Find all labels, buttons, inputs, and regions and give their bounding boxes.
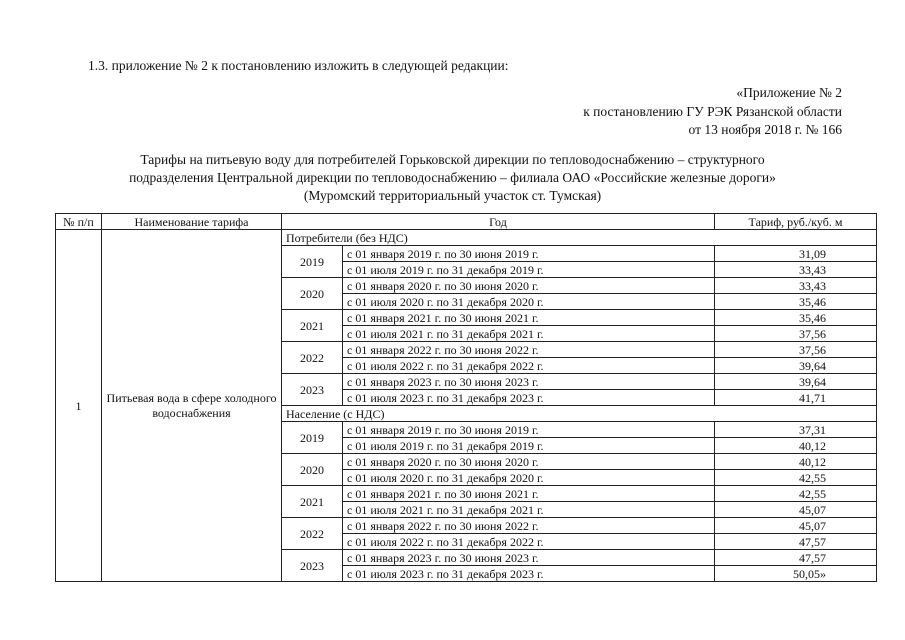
table-header-row [56,214,877,230]
appendix-reference: к постановлению ГУ РЭК Рязанской области [583,104,842,119]
period-cell: с 01 июля 2020 г. по 31 декабря 2020 г. [343,470,715,486]
tariff-value-cell: 33,43 [715,278,877,294]
tariff-value-cell: 31,09 [715,246,877,262]
year-cell: 2022 [282,342,343,374]
document-title-line-1: Тарифы на питьевую воду для потребителей Горьковской дирекции по тепловодоснабжению – структурного [140,152,765,167]
year-cell: 2023 [282,374,343,406]
period-cell: с 01 июля 2020 г. по 31 декабря 2020 г. [343,294,715,310]
period-cell: с 01 июля 2019 г. по 31 декабря 2019 г. [343,262,715,278]
row-number: 1 [56,230,102,582]
period-cell: с 01 января 2020 г. по 30 июня 2020 г. [343,278,715,294]
period-cell: с 01 июля 2022 г. по 31 декабря 2022 г. [343,358,715,374]
tariff-value-cell: 45,07 [715,518,877,534]
tariff-value-cell: 35,46 [715,294,877,310]
section-row [56,230,877,246]
period-cell: с 01 января 2021 г. по 30 июня 2021 г. [343,486,715,502]
period-cell: с 01 июля 2023 г. по 31 декабря 2023 г. [343,390,715,406]
period-cell: с 01 января 2021 г. по 30 июня 2021 г. [343,310,715,326]
tariff-value-cell: 39,64 [715,374,877,390]
header-num: № п/п [56,214,102,230]
header-tariff-name: Наименование тарифа [102,214,282,230]
intro-paragraph: 1.3. приложение № 2 к постановлению изложить в следующей редакции: [88,58,509,73]
tariff-value-cell: 37,56 [715,342,877,358]
period-cell: с 01 января 2019 г. по 30 июня 2019 г. [343,422,715,438]
section-label: Население (с НДС) [282,406,877,422]
tariff-name: Питьевая вода в сфере холодного водоснабжения [102,230,282,582]
appendix-date: от 13 ноября 2018 г. № 166 [688,122,842,137]
header-year: Год [282,214,715,230]
document-title-line-2: подразделения Центральной дирекции по тепловодоснабжению – филиала ОАО «Российские железные дороги» [129,170,776,185]
year-cell: 2020 [282,278,343,310]
tariff-value-cell: 40,12 [715,454,877,470]
section-label: Потребители (без НДС) [282,230,877,246]
period-cell: с 01 января 2023 г. по 30 июня 2023 г. [343,550,715,566]
appendix-heading: «Приложение № 2 [736,85,842,100]
period-cell: с 01 июля 2021 г. по 31 декабря 2021 г. [343,502,715,518]
year-cell: 2021 [282,486,343,518]
tariff-value-cell: 42,55 [715,470,877,486]
period-cell: с 01 января 2022 г. по 30 июня 2022 г. [343,518,715,534]
tariff-value-cell: 47,57 [715,534,877,550]
tariff-value-cell: 50,05» [715,566,877,582]
period-cell: с 01 января 2022 г. по 30 июня 2022 г. [343,342,715,358]
period-cell: с 01 июля 2023 г. по 31 декабря 2023 г. [343,566,715,582]
tariff-value-cell: 47,57 [715,550,877,566]
period-cell: с 01 января 2023 г. по 30 июня 2023 г. [343,374,715,390]
tariff-value-cell: 45,07 [715,502,877,518]
tariff-value-cell: 35,46 [715,310,877,326]
tariff-value-cell: 41,71 [715,390,877,406]
year-cell: 2021 [282,310,343,342]
tariff-value-cell: 33,43 [715,262,877,278]
period-cell: с 01 июля 2022 г. по 31 декабря 2022 г. [343,534,715,550]
year-cell: 2019 [282,422,343,454]
tariff-table [55,213,877,582]
year-cell: 2020 [282,454,343,486]
tariff-value-cell: 37,31 [715,422,877,438]
year-cell: 2023 [282,550,343,582]
table-body [56,230,877,582]
period-cell: с 01 января 2020 г. по 30 июня 2020 г. [343,454,715,470]
period-cell: с 01 января 2019 г. по 30 июня 2019 г. [343,246,715,262]
year-cell: 2022 [282,518,343,550]
tariff-value-cell: 40,12 [715,438,877,454]
year-cell: 2019 [282,246,343,278]
period-cell: с 01 июля 2021 г. по 31 декабря 2021 г. [343,326,715,342]
period-cell: с 01 июля 2019 г. по 31 декабря 2019 г. [343,438,715,454]
tariff-value-cell: 37,56 [715,326,877,342]
header-tariff-value: Тариф, руб./куб. м [715,214,877,230]
tariff-value-cell: 39,64 [715,358,877,374]
tariff-value-cell: 42,55 [715,486,877,502]
document-title-line-3: (Муромский территориальный участок ст. Тумская) [303,188,602,203]
